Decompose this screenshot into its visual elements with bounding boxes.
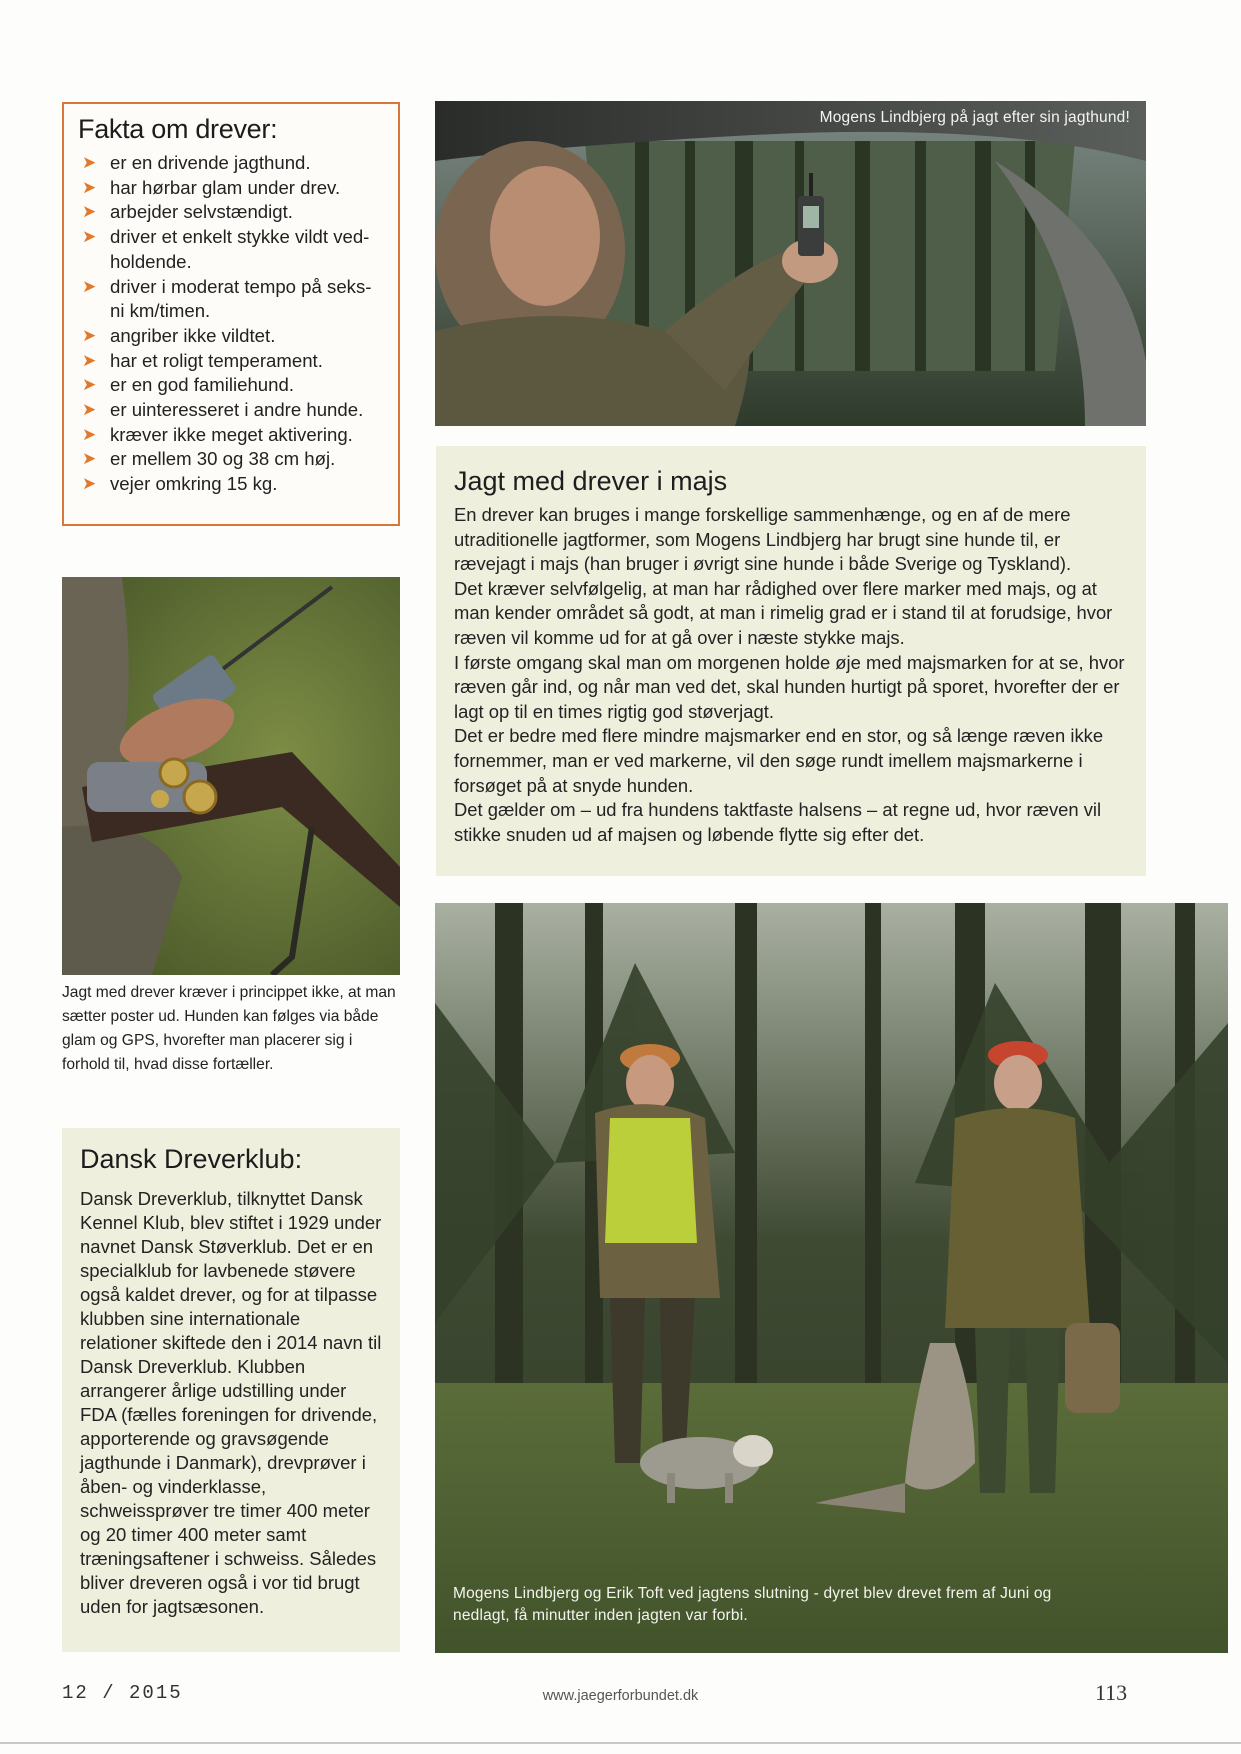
arrow-bullet-icon: ➤ [82, 424, 97, 444]
jagt-majs-box [436, 446, 1146, 876]
photo-man-gps [435, 101, 1146, 426]
fakta-item-text: kræver ikke meget aktivering. [110, 423, 353, 445]
jagt-title: Jagt med drever i majs [454, 466, 728, 496]
arrow-bullet-icon: ➤ [82, 177, 97, 197]
fakta-item-text: angriber ikke vildtet. [110, 324, 276, 346]
fakta-item [78, 472, 384, 497]
jagt-paragraph-3: I første omgang skal man om morgenen holde øje med majsmarken for at se, hvor ræven går ind, og når man ved det, skal hunden hurtigt på sporet, hvorefter der er lagt op til en times rigtig god støverjagt. [454, 651, 1125, 722]
fakta-title: Fakta om drever: [78, 114, 278, 144]
arrow-bullet-icon: ➤ [82, 350, 97, 370]
jagt-paragraph-5: Det gælder om – ud fra hundens taktfaste halsens – at regne ud, hvor ræven vil stikke snuden ud af majsen og løbende flytte sig efter det. [454, 799, 1102, 845]
issue-number: 12 / 2015 [62, 1682, 183, 1704]
fakta-box [62, 102, 400, 526]
dreverklub-box [62, 1128, 400, 1652]
fakta-item-text: har et roligt temperament. [110, 349, 323, 371]
photo-shotgun [62, 577, 400, 975]
arrow-bullet-icon: ➤ [82, 375, 97, 395]
page-edge-divider [0, 1742, 1241, 1744]
fakta-item-text: har hørbar glam under drev. [110, 176, 341, 198]
klub-title: Dansk Dreverklub: [80, 1144, 303, 1174]
fakta-item [78, 225, 384, 274]
fakta-item [78, 423, 384, 448]
jagt-paragraph-1: En drever kan bruges i mange forskellige sammenhænge, og en af de mere utraditionelle jagtformer, som Mogens Lindbjerg har brugt sine hunde til, er rævejagt i majs (han bruger i øvrigt sine hunde i både Sverige og Tyskland). [454, 504, 1072, 575]
fakta-item [78, 398, 384, 423]
fakta-item [78, 151, 384, 176]
photo-top-caption: Mogens Lindbjerg på jagt efter sin jagthund! [819, 109, 1130, 126]
jagt-paragraph-4: Det er bedre med flere mindre majsmarker end en stor, og så længe ræven ikke fornemmer, man er ved markerne, vil den søge rundt imellem majsmarkerne i forsøget på at snyde hunden. [454, 725, 1104, 796]
fakta-item [78, 176, 384, 201]
fakta-item [78, 447, 384, 472]
fakta-item-text: er mellem 30 og 38 cm høj. [110, 448, 336, 470]
arrow-bullet-icon: ➤ [82, 276, 97, 296]
arrow-bullet-icon: ➤ [82, 400, 97, 420]
arrow-bullet-icon: ➤ [82, 449, 97, 469]
fakta-item [78, 373, 384, 398]
page-number: 113 [1095, 1680, 1128, 1705]
fakta-item-text: vejer omkring 15 kg. [110, 473, 278, 495]
photo-hunters [435, 903, 1228, 1653]
photo-left-caption: Jagt med drever kræver i princippet ikke, at man sætter poster ud. Hunden kan følges via både glam og GPS, hvorefter man placerer sig i forhold til, hvad disse fortæller. [62, 984, 396, 1073]
arrow-bullet-icon: ➤ [82, 474, 97, 494]
fakta-item-text: er en drivende jagthund. [110, 152, 311, 173]
fakta-item-text: er en god familiehund. [110, 374, 294, 396]
photo-bottom-caption: Mogens Lindbjerg og Erik Toft ved jagtens slutning - dyret blev drevet frem af Juni og nedlagt, få minutter inden jagten var forbi. [453, 1585, 1052, 1624]
fakta-item [78, 275, 384, 324]
jagt-paragraph-2: Det kræver selvfølgelig, at man har rådighed over flere marker med majs, og at man kender området så godt, at man i rimelig grad er i stand til at forudsige, hvor ræven vil komme ud for at gå over i næste stykke majs. [454, 577, 1113, 648]
klub-text: Dansk Dreverklub, tilknyttet Dansk Kennel Klub, blev stiftet i 1929 under navnet Dansk Støverklub. Det er en specialklub for lavbenede støvere også kaldet drever, og for at tilpasse klubben sine internationale relationer skiftede den i 2014 navn til Dansk Dreverklub. Klubben arrangerer årlige udstilling under FDA (fælles foreningen for drivende, apporterende og gravsøgende jagthunde i Danmark), drevprøver i åben- og vinderklasse, schweissprøver tre timer 400 meter og 20 timer 400 meter samt træningsaftener i schweiss. Således bliver dreveren også i vor tid brugt uden for jagtsæsonen. [80, 1188, 382, 1617]
fakta-list [78, 151, 384, 497]
fakta-item-text: er uinteresseret i andre hunde. [110, 399, 364, 421]
fakta-item [78, 349, 384, 374]
fakta-item-text: driver i moderat tempo på seks- ni km/timen. [110, 275, 372, 322]
footer-url[interactable]: www.jaegerforbundet.dk [542, 1688, 699, 1704]
fakta-item [78, 324, 384, 349]
fakta-item [78, 200, 384, 225]
arrow-bullet-icon: ➤ [82, 325, 97, 345]
fakta-item-text: driver et enkelt stykke vildt ved- holdende. [110, 226, 370, 272]
arrow-bullet-icon: ➤ [82, 202, 97, 222]
fakta-item-text: arbejder selvstændigt. [110, 201, 293, 223]
arrow-bullet-icon: ➤ [82, 227, 97, 247]
arrow-bullet-icon: ➤ [82, 153, 97, 172]
